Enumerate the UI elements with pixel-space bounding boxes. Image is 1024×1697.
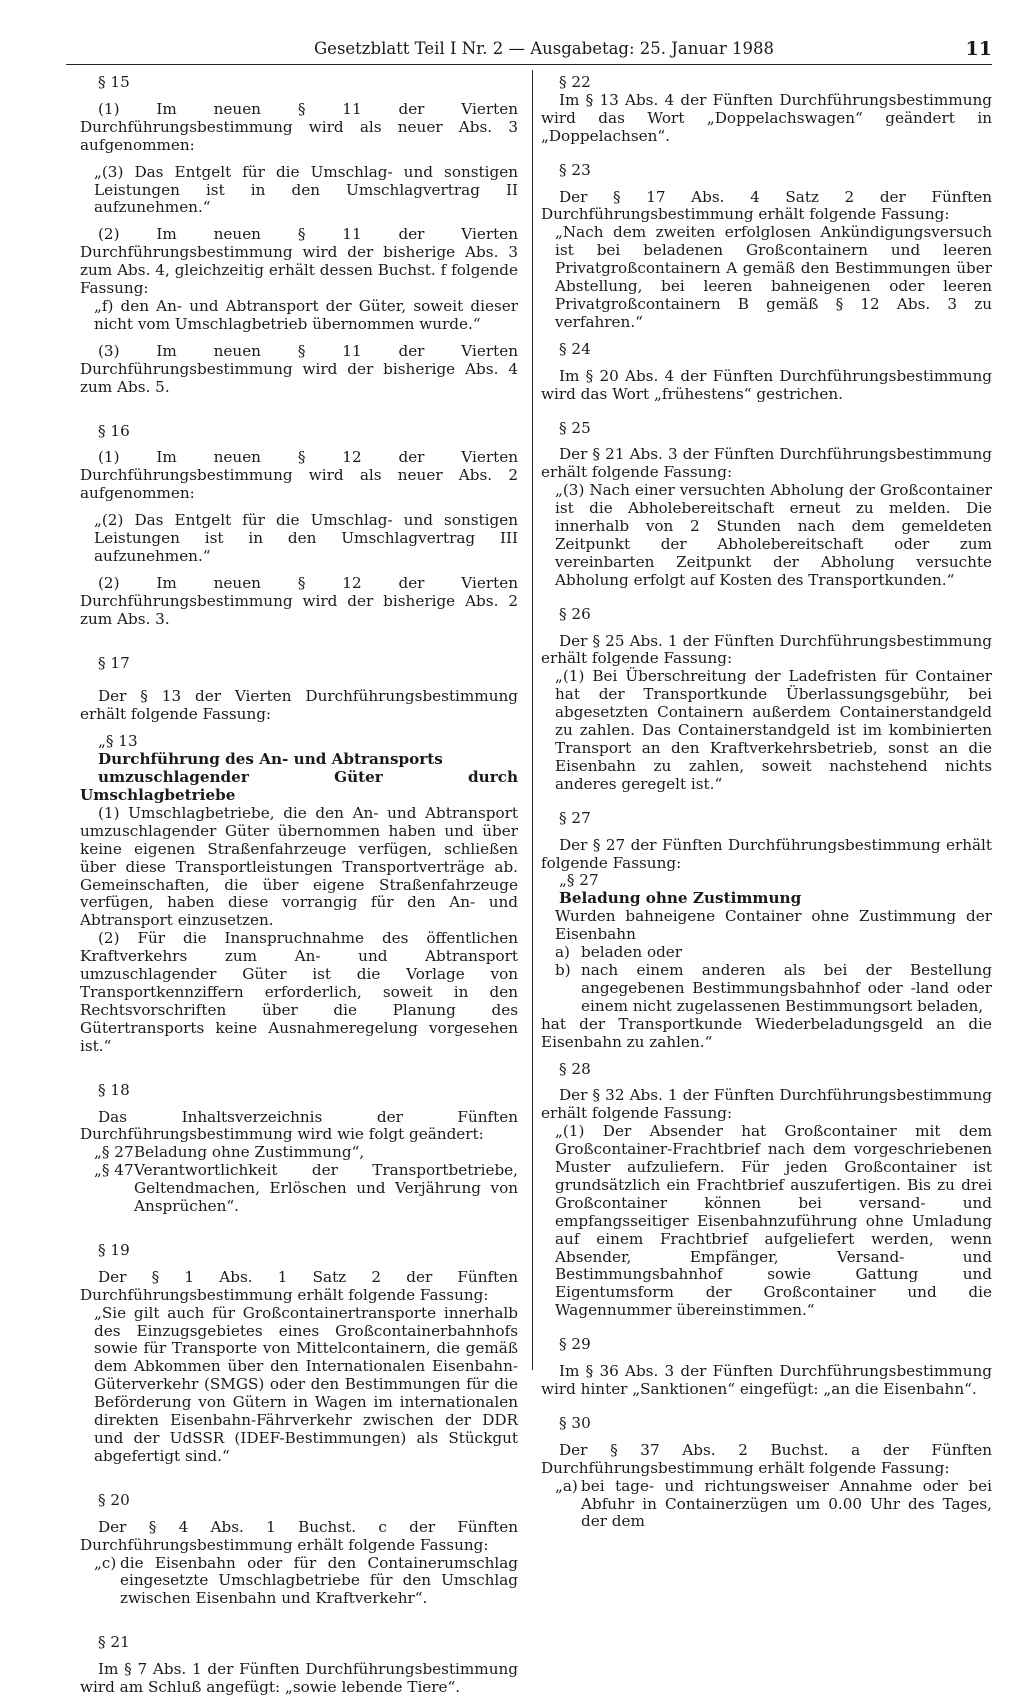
section-heading: § 18 — [98, 1080, 130, 1099]
section-heading: § 24 — [559, 339, 591, 358]
section-heading: § 19 — [98, 1240, 130, 1259]
paragraph: Der § 32 Abs. 1 der Fünften Durchführungsbestimmung erhält folgende Fassung: — [541, 1086, 992, 1123]
list-item-label: „§ 47 — [94, 1161, 134, 1180]
paragraph: (3) Im neuen § 11 der Vierten Durchführungsbestimmung wird der bisherige Abs. 4 zum Abs. 5. — [80, 341, 518, 396]
section-heading: § 20 — [98, 1490, 130, 1509]
list-item-label: a) — [555, 943, 570, 962]
paragraph: Im § 13 Abs. 4 der Fünften Durchführungsbestimmung wird das Wort „Doppelachswagen“ geändert in „Doppelachsen“. — [541, 90, 992, 145]
list-item-text: Beladung ohne Zustimmung“, — [134, 1143, 365, 1162]
section-heading: § 25 — [559, 418, 591, 437]
paragraph: (1) Umschlagbetriebe, die den An- und Abtransport umzuschlagender Güter übernommen haben und über keine eigenen Straßenfahrzeuge verfügen, schließen über diese Transportleistungen Transportverträge ab. Gemeinschaften, die über eigene Straßenfahrzeuge verfügen, haben diese vorrangig für den An- und Abtransport einzusetzen. — [80, 803, 518, 930]
right-column — [541, 74, 992, 1531]
list-item-text: beladen oder — [581, 943, 683, 962]
list-item-text: bei tage- und richtungsweiser Annahme oder bei Abfuhr in Containerzügen um 0.00 Uhr des Tages, der dem — [581, 1476, 992, 1531]
quoted-paragraph: „(1) Bei Überschreitung der Ladefristen für Container hat der Transportkunde Überlassungsgebühr, bei abgesetzten Containern außerdem Containerstandgeld zu zahlen. Das Containerstandgeld ist im kombinierten Transport an den Kraftverkehrsbetrieb, sonst an die Eisenbahn zu zahlen, soweit nachstehend nichts anderes geregelt ist.“ — [555, 667, 992, 793]
gazette-title: Gesetzblatt Teil I Nr. 2 — Ausgabetag: 25. Januar 1988 — [314, 39, 774, 58]
paragraph: Das Inhaltsverzeichnis der Fünften Durchführungsbestimmung wird wie folgt geändert: — [80, 1107, 518, 1144]
quoted-paragraph: „Nach dem zweiten erfolglosen Ankündigungsversuch ist bei beladenen Großcontainern und leeren Privatgroßcontainern A gemäß den Bestimmungen über Abstellung, bei leeren bahneigenen oder leeren Privatgroßcontainern B gemäß § 12 Abs. 3 zu verfahren.“ — [555, 223, 992, 331]
list-item-label: „a) — [555, 1476, 578, 1495]
section-title: Beladung ohne Zustimmung — [559, 889, 802, 908]
paragraph: Der § 37 Abs. 2 Buchst. a der Fünften Durchführungsbestimmung erhält folgende Fassung: — [541, 1440, 992, 1477]
list-item — [94, 1144, 518, 1162]
paragraph: Der § 27 der Fünften Durchführungsbestimmung erhält folgende Fassung: — [541, 835, 992, 872]
paragraph: Im § 20 Abs. 4 der Fünften Durchführungsbestimmung wird das Wort „frühestens“ gestrichen. — [541, 366, 992, 403]
paragraph: Der § 4 Abs. 1 Buchst. c der Fünften Durchführungsbestimmung erhält folgende Fassung: — [80, 1517, 518, 1554]
section-heading: § 27 — [559, 808, 591, 827]
paragraph: Der § 13 der Vierten Durchführungsbestimmung erhält folgende Fassung: — [80, 687, 518, 724]
list-item-label: „c) — [94, 1553, 117, 1572]
paragraph: (2) Im neuen § 11 der Vierten Durchführungsbestimmung wird der bisherige Abs. 3 zum Abs. 4, gleichzeitig erhält dessen Buchst. f folgende Fassung: — [80, 225, 518, 298]
section-heading: § 29 — [559, 1335, 591, 1354]
paragraph: Der § 17 Abs. 4 Satz 2 der Fünften Durchführungsbestimmung erhält folgende Fassung: — [541, 187, 992, 224]
section-heading: § 23 — [559, 160, 591, 179]
page-header — [66, 34, 992, 70]
quoted-paragraph: „(3) Das Entgelt für die Umschlag- und sonstigen Leistungen ist in den Umschlagvertrag II aufzunehmen.“ — [94, 162, 518, 217]
column-divider — [532, 70, 533, 1370]
page-number: 11 — [965, 38, 992, 60]
quoted-paragraph: „(1) Der Absender hat Großcontainer mit dem Großcontainer-Frachtbrief nach dem vorgeschriebenen Muster aufzuliefern. Für jeden Großcontainer ist grundsätzlich ein Frachtbrief auszufertigen. Bis zu drei Großcontainer können bei versand- und empfangsseitiger Eisenbahnzuführung ohne Umladung auf einem Frachtbrief aufgeliefert werden, wenn Absender, Empfänger, Versand- und Bestimmungsbahnhof sowie Gattung und Eigentumsform der Großcontainer und die Wagennummer übereinstimmen.“ — [555, 1122, 992, 1320]
list-item — [541, 944, 992, 962]
header-rule — [66, 64, 992, 65]
paragraph: Im § 7 Abs. 1 der Fünften Durchführungsbestimmung wird am Schluß angefügt: „sowie lebende Tiere“. — [80, 1660, 518, 1697]
list-item-text: nach einem anderen als bei der Bestellung angegebenen Bestimmungsbahnhof oder -land oder einem nicht zugelassenen Bestimmungsort beladen, — [581, 960, 992, 1015]
section-heading: § 16 — [98, 421, 130, 440]
section-title: umzuschlagender Güter durch Umschlagbetriebe — [80, 768, 518, 804]
quoted-section-heading: „§ 27 — [559, 871, 599, 890]
list-item — [94, 1162, 518, 1216]
quoted-paragraph: „Sie gilt auch für Großcontainertransporte innerhalb des Einzugsgebietes eines Großcontainerbahnhofs sowie für Transporte von Mittelcontainern, die gemäß dem Abkommen über den Internationalen Eisenbahn-Güterverkehr (SMGS) oder den Bestimmungen für die Beförderung von Gütern in Wagen im internationalen direkten Eisenbahn-Fährverkehr zwischen der DDR und der UdSSR (IDEF-Bestimmungen) als Stückgut abgefertigt sind.“ — [94, 1303, 518, 1465]
list-item — [541, 1478, 992, 1532]
paragraph: (2) Für die Inanspruchnahme des öffentlichen Kraftverkehrs zum An- und Abtransport umzuschlagender Güter ist die Vorlage von Transportkennziffern erforderlich, soweit in den Rechtsvorschriften über die Planung des Gütertransports keine Ausnahmeregelung vorgesehen ist.“ — [80, 929, 518, 1055]
section-heading: § 26 — [559, 604, 591, 623]
paragraph: Im § 36 Abs. 3 der Fünften Durchführungsbestimmung wird hinter „Sanktionen“ eingefügt: „an die Eisenbahn“. — [541, 1362, 992, 1398]
list-item — [541, 962, 992, 1016]
quoted-paragraph: Wurden bahneigene Container ohne Zustimmung der Eisenbahn — [555, 907, 992, 944]
section-title: Durchführung des An- und Abtransports — [98, 750, 443, 769]
quoted-section-heading: „§ 13 — [98, 732, 138, 751]
list-item-label: „§ 27 — [94, 1143, 134, 1162]
quoted-paragraph: „(3) Nach einer versuchten Abholung der Großcontainer ist die Abholebereitschaft erneut zu melden. Die innerhalb von 2 Stunden nach dem gemeldeten Zeitpunkt der Abholebereitschaft oder zum vereinbarten Zeitpunkt der Abholung versuchte Abholung erfolgt auf Kosten des Transportkunden.“ — [555, 481, 992, 589]
left-column — [80, 74, 518, 1697]
paragraph: (1) Im neuen § 11 der Vierten Durchführungsbestimmung wird als neuer Abs. 3 aufgenommen: — [80, 99, 518, 154]
section-heading: § 30 — [559, 1413, 591, 1432]
section-heading: § 21 — [98, 1633, 130, 1652]
paragraph: Der § 25 Abs. 1 der Fünften Durchführungsbestimmung erhält folgende Fassung: — [541, 631, 992, 668]
paragraph: hat der Transportkunde Wiederbeladungsgeld an die Eisenbahn zu zahlen.“ — [541, 1014, 992, 1051]
quoted-paragraph: „(2) Das Entgelt für die Umschlag- und sonstigen Leistungen ist in den Umschlagvertrag III aufzunehmen.“ — [94, 511, 518, 565]
list-item — [80, 1555, 518, 1609]
paragraph: Der § 21 Abs. 3 der Fünften Durchführungsbestimmung erhält folgende Fassung: — [541, 445, 992, 482]
list-item-text: die Eisenbahn oder für den Containerumschlag eingesetzte Umschlagbetriebe für den Umschlag zwischen Eisenbahn und Kraftverkehr“. — [120, 1553, 518, 1608]
section-heading: § 15 — [98, 73, 130, 91]
paragraph: Der § 1 Abs. 1 Satz 2 der Fünften Durchführungsbestimmung erhält folgende Fassung: — [80, 1267, 518, 1304]
list-item-text: Verantwortlichkeit der Transportbetriebe, Geltendmachen, Erlöschen und Verjährung von Ansprüchen“. — [134, 1161, 518, 1216]
paragraph: (1) Im neuen § 12 der Vierten Durchführungsbestimmung wird als neuer Abs. 2 aufgenommen: — [80, 448, 518, 503]
quoted-paragraph: „f) den An- und Abtransport der Güter, soweit dieser nicht vom Umschlagbetrieb übernommen wurde.“ — [94, 296, 518, 333]
section-heading: § 17 — [98, 653, 130, 672]
list-item-label: b) — [555, 960, 571, 979]
section-heading: § 28 — [559, 1059, 591, 1078]
section-heading: § 22 — [559, 73, 591, 91]
paragraph: (2) Im neuen § 12 der Vierten Durchführungsbestimmung wird der bisherige Abs. 2 zum Abs. 3. — [80, 573, 518, 628]
